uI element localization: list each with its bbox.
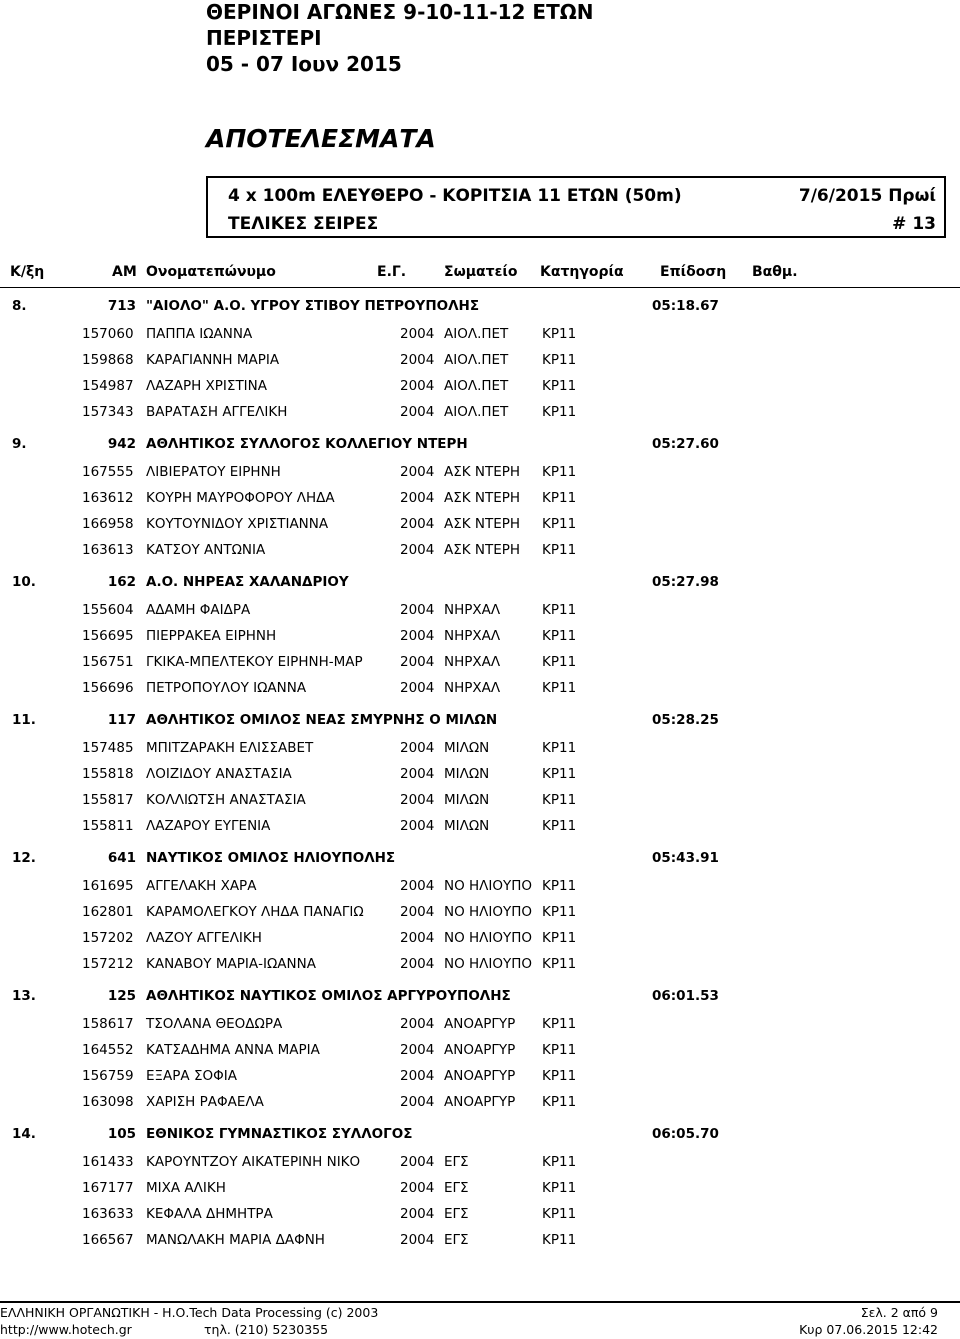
- athlete-category: ΚΡ11: [542, 680, 577, 696]
- team-time: 05:18.67: [652, 298, 719, 314]
- athlete-year: 2004: [400, 654, 435, 670]
- event-box: [206, 176, 946, 238]
- col-name: Ονοματεπώνυμο: [146, 264, 276, 280]
- team-time: 05:27.60: [652, 436, 719, 452]
- athlete-year: 2004: [400, 956, 435, 972]
- athlete-year: 2004: [400, 490, 435, 506]
- athlete-name: ΛΑΖΑΡΗ ΧΡΙΣΤΙΝΑ: [146, 378, 267, 394]
- athlete-name: ΛΟΙΖΙΔΟΥ ΑΝΑΣΤΑΣΙΑ: [146, 766, 292, 782]
- col-club: Σωματείο: [444, 264, 518, 280]
- footer-company: ΕΛΛΗΝΙΚΗ ΟΡΓΑΝΩΤΙΚΗ - Η.Ο.Tech Data Processing (c) 2003: [0, 1305, 379, 1320]
- event-date-session: 7/6/2015 Πρωί: [798, 186, 936, 206]
- athlete-club: ΑΝΟΑΡΓΥΡ: [444, 1094, 516, 1110]
- athlete-am: 155817: [82, 792, 134, 808]
- athlete-year: 2004: [400, 1094, 435, 1110]
- athlete-name: ΑΔΑΜΗ ΦΑΙΔΡΑ: [146, 602, 251, 618]
- col-am: ΑΜ: [112, 264, 137, 280]
- athlete-name: ΜΠΙΤΖΑΡΑΚΗ ΕΛΙΣΣΑΒΕΤ: [146, 740, 314, 756]
- athlete-year: 2004: [400, 904, 435, 920]
- athlete-year: 2004: [400, 766, 435, 782]
- col-rank: Κ/ξη: [10, 264, 45, 280]
- athlete-am: 158617: [82, 1016, 134, 1032]
- athlete-year: 2004: [400, 542, 435, 558]
- athlete-club: ΕΓΣ: [444, 1232, 469, 1248]
- athlete-name: ΚΟΥΤΟΥΝΙΔΟΥ ΧΡΙΣΤΙΑΝΝΑ: [146, 516, 329, 532]
- footer-page: Σελ. 2 από 9: [860, 1305, 938, 1320]
- team-time: 06:05.70: [652, 1126, 719, 1142]
- athlete-year: 2004: [400, 1068, 435, 1084]
- athlete-club: ΝΟ ΗΛΙΟΥΠΟ: [444, 930, 533, 946]
- athlete-am: 159868: [82, 352, 134, 368]
- athlete-category: ΚΡ11: [542, 740, 577, 756]
- athlete-club: ΑΙΟΛ.ΠΕΤ: [444, 326, 509, 342]
- team-name: ΑΘΛΗΤΙΚΟΣ ΟΜΙΛΟΣ ΝΕΑΣ ΣΜΥΡΝΗΣ Ο ΜΙΛΩΝ: [146, 712, 498, 728]
- col-category: Κατηγορία: [540, 264, 624, 280]
- team-rank: 11.: [12, 712, 36, 728]
- athlete-name: ΧΑΡΙΣΗ ΡΑΦΑΕΛΑ: [146, 1094, 264, 1110]
- athlete-club: ΑΝΟΑΡΓΥΡ: [444, 1042, 516, 1058]
- team-am: 162: [107, 574, 136, 590]
- athlete-year: 2004: [400, 740, 435, 756]
- athlete-club: ΝΟ ΗΛΙΟΥΠΟ: [444, 878, 533, 894]
- athlete-name: ΕΞΑΡΑ ΣΟΦΙΑ: [146, 1068, 237, 1084]
- athlete-category: ΚΡ11: [542, 628, 577, 644]
- footer-url[interactable]: http://www.hotech.gr: [0, 1322, 132, 1337]
- athlete-year: 2004: [400, 326, 435, 342]
- athlete-name: ΚΑΡΟΥΝΤΖΟΥ ΑΙΚΑΤΕΡΙΝΗ ΝΙΚΟ: [146, 1154, 361, 1170]
- athlete-category: ΚΡ11: [542, 1154, 577, 1170]
- athlete-category: ΚΡ11: [542, 654, 577, 670]
- athlete-year: 2004: [400, 378, 435, 394]
- athlete-category: ΚΡ11: [542, 1016, 577, 1032]
- athlete-club: ΝΟ ΗΛΙΟΥΠΟ: [444, 956, 533, 972]
- event-number: # 13: [892, 214, 936, 234]
- athlete-category: ΚΡ11: [542, 792, 577, 808]
- athlete-club: ΑΙΟΛ.ΠΕΤ: [444, 404, 509, 420]
- team-rank: 13.: [12, 988, 36, 1004]
- athlete-category: ΚΡ11: [542, 1206, 577, 1222]
- team-rank: 12.: [12, 850, 36, 866]
- athlete-year: 2004: [400, 818, 435, 834]
- athlete-category: ΚΡ11: [542, 1180, 577, 1196]
- athlete-year: 2004: [400, 602, 435, 618]
- athlete-am: 161433: [82, 1154, 134, 1170]
- athlete-category: ΚΡ11: [542, 930, 577, 946]
- athlete-club: ΝΟ ΗΛΙΟΥΠΟ: [444, 904, 533, 920]
- meet-title: ΘΕΡΙΝΟΙ ΑΓΩΝΕΣ 9-10-11-12 ΕΤΩΝ: [206, 0, 594, 24]
- athlete-category: ΚΡ11: [542, 464, 577, 480]
- athlete-name: ΠΑΠΠΑ ΙΩΑΝΝΑ: [146, 326, 253, 342]
- athlete-club: ΕΓΣ: [444, 1206, 469, 1222]
- event-round: ΤΕΛΙΚΕΣ ΣΕΙΡΕΣ: [228, 214, 379, 234]
- athlete-club: ΑΣΚ ΝΤΕΡΗ: [444, 464, 521, 480]
- athlete-category: ΚΡ11: [542, 1094, 577, 1110]
- team-rank: 8.: [12, 298, 27, 314]
- athlete-am: 155818: [82, 766, 134, 782]
- team-am: 713: [107, 298, 136, 314]
- athlete-club: ΜΙΛΩΝ: [444, 792, 490, 808]
- team-time: 05:28.25: [652, 712, 719, 728]
- team-time: 06:01.53: [652, 988, 719, 1004]
- col-year: Ε.Γ.: [377, 264, 407, 280]
- athlete-name: ΛΙΒΙΕΡΑΤΟΥ ΕΙΡΗΝΗ: [146, 464, 281, 480]
- footer-phone: τηλ. (210) 5230355: [204, 1322, 329, 1337]
- athlete-category: ΚΡ11: [542, 326, 577, 342]
- team-name: ΝΑΥΤΙΚΟΣ ΟΜΙΛΟΣ ΗΛΙΟΥΠΟΛΗΣ: [146, 850, 396, 866]
- athlete-club: ΕΓΣ: [444, 1154, 469, 1170]
- athlete-am: 161695: [82, 878, 134, 894]
- athlete-year: 2004: [400, 680, 435, 696]
- athlete-name: ΑΓΓΕΛΑΚΗ ΧΑΡΑ: [146, 878, 257, 894]
- meet-dates: 05 - 07 Ιουν 2015: [206, 52, 402, 76]
- athlete-am: 156695: [82, 628, 134, 644]
- athlete-category: ΚΡ11: [542, 766, 577, 782]
- event-name: 4 x 100m ΕΛΕΥΘΕΡΟ - ΚΟΡΙΤΣΙΑ 11 ΕΤΩΝ (50m): [228, 186, 682, 206]
- athlete-am: 162801: [82, 904, 134, 920]
- athlete-category: ΚΡ11: [542, 542, 577, 558]
- athlete-am: 163633: [82, 1206, 134, 1222]
- athlete-am: 155811: [82, 818, 134, 834]
- athlete-am: 164552: [82, 1042, 134, 1058]
- athlete-am: 155604: [82, 602, 134, 618]
- athlete-year: 2004: [400, 1206, 435, 1222]
- page-heading: ΑΠΟΤΕΛΕΣΜΑΤΑ: [206, 124, 436, 153]
- footer-divider: [0, 1301, 960, 1303]
- athlete-category: ΚΡ11: [542, 1042, 577, 1058]
- athlete-year: 2004: [400, 792, 435, 808]
- athlete-club: ΑΙΟΛ.ΠΕΤ: [444, 352, 509, 368]
- athlete-am: 166958: [82, 516, 134, 532]
- team-rank: 10.: [12, 574, 36, 590]
- athlete-category: ΚΡ11: [542, 516, 577, 532]
- athlete-name: ΛΑΖΟΥ ΑΓΓΕΛΙΚΗ: [146, 930, 262, 946]
- athlete-name: ΛΑΖΑΡΟΥ ΕΥΓΕΝΙΑ: [146, 818, 271, 834]
- col-performance: Επίδοση: [660, 264, 727, 280]
- athlete-am: 163098: [82, 1094, 134, 1110]
- athlete-am: 157343: [82, 404, 134, 420]
- athlete-club: ΑΝΟΑΡΓΥΡ: [444, 1016, 516, 1032]
- athlete-name: ΜΑΝΩΛΑΚΗ ΜΑΡΙΑ ΔΑΦΝΗ: [146, 1232, 325, 1248]
- team-name: ΑΘΛΗΤΙΚΟΣ ΝΑΥΤΙΚΟΣ ΟΜΙΛΟΣ ΑΡΓΥΡΟΥΠΟΛΗΣ: [146, 988, 511, 1004]
- team-am: 117: [107, 712, 136, 728]
- athlete-name: ΚΑΡΑΓΙΑΝΝΗ ΜΑΡΙΑ: [146, 352, 280, 368]
- athlete-category: ΚΡ11: [542, 602, 577, 618]
- athlete-am: 157485: [82, 740, 134, 756]
- athlete-club: ΝΗΡΧΑΛ: [444, 654, 501, 670]
- col-points: Βαθμ.: [752, 264, 798, 280]
- athlete-name: ΚΟΛΛΙΩΤΣΗ ΑΝΑΣΤΑΣΙΑ: [146, 792, 306, 808]
- athlete-category: ΚΡ11: [542, 490, 577, 506]
- athlete-category: ΚΡ11: [542, 352, 577, 368]
- athlete-am: 156696: [82, 680, 134, 696]
- team-time: 05:43.91: [652, 850, 719, 866]
- athlete-name: ΜΙΧΑ ΑΛΙΚΗ: [146, 1180, 226, 1196]
- athlete-name: ΠΙΕΡΡΑΚΕΑ ΕΙΡΗΝΗ: [146, 628, 277, 644]
- athlete-year: 2004: [400, 516, 435, 532]
- athlete-club: ΝΗΡΧΑΛ: [444, 628, 501, 644]
- athlete-year: 2004: [400, 1042, 435, 1058]
- athlete-am: 156751: [82, 654, 134, 670]
- athlete-category: ΚΡ11: [542, 1232, 577, 1248]
- athlete-club: ΑΙΟΛ.ΠΕΤ: [444, 378, 509, 394]
- athlete-club: ΝΗΡΧΑΛ: [444, 680, 501, 696]
- athlete-am: 163612: [82, 490, 134, 506]
- athlete-am: 163613: [82, 542, 134, 558]
- team-time: 05:27.98: [652, 574, 719, 590]
- athlete-category: ΚΡ11: [542, 878, 577, 894]
- athlete-club: ΜΙΛΩΝ: [444, 740, 490, 756]
- team-name: "ΑΙΟΛΟ" Α.Ο. ΥΓΡΟΥ ΣΤΙΒΟΥ ΠΕΤΡΟΥΠΟΛΗΣ: [146, 298, 480, 314]
- athlete-year: 2004: [400, 352, 435, 368]
- athlete-name: ΚΕΦΑΛΑ ΔΗΜΗΤΡΑ: [146, 1206, 273, 1222]
- athlete-name: ΠΕΤΡΟΠΟΥΛΟΥ ΙΩΑΝΝΑ: [146, 680, 307, 696]
- team-am: 641: [107, 850, 136, 866]
- team-rank: 14.: [12, 1126, 36, 1142]
- athlete-am: 154987: [82, 378, 134, 394]
- athlete-name: ΚΑΤΣΑΔΗΜΑ ΑΝΝΑ ΜΑΡΙΑ: [146, 1042, 320, 1058]
- team-name: Α.Ο. ΝΗΡΕΑΣ ΧΑΛΑΝΔΡΙΟΥ: [146, 574, 349, 590]
- team-name: ΑΘΛΗΤΙΚΟΣ ΣΥΛΛΟΓΟΣ ΚΟΛΛΕΓΙΟΥ ΝΤΕΡΗ: [146, 436, 468, 452]
- athlete-am: 166567: [82, 1232, 134, 1248]
- athlete-club: ΑΣΚ ΝΤΕΡΗ: [444, 516, 521, 532]
- athlete-club: ΑΣΚ ΝΤΕΡΗ: [444, 490, 521, 506]
- athlete-am: 156759: [82, 1068, 134, 1084]
- athlete-year: 2004: [400, 930, 435, 946]
- athlete-name: ΚΑΝΑΒΟΥ ΜΑΡΙΑ-ΙΩΑΝΝΑ: [146, 956, 316, 972]
- team-name: ΕΘΝΙΚΟΣ ΓΥΜΝΑΣΤΙΚΟΣ ΣΥΛΛΟΓΟΣ: [146, 1126, 413, 1142]
- team-am: 942: [107, 436, 136, 452]
- athlete-category: ΚΡ11: [542, 1068, 577, 1084]
- athlete-category: ΚΡ11: [542, 956, 577, 972]
- athlete-year: 2004: [400, 1180, 435, 1196]
- athlete-am: 157212: [82, 956, 134, 972]
- athlete-year: 2004: [400, 1232, 435, 1248]
- athlete-club: ΜΙΛΩΝ: [444, 818, 490, 834]
- athlete-year: 2004: [400, 628, 435, 644]
- athlete-category: ΚΡ11: [542, 818, 577, 834]
- athlete-year: 2004: [400, 464, 435, 480]
- header-divider: [0, 287, 960, 288]
- athlete-am: 167555: [82, 464, 134, 480]
- athlete-category: ΚΡ11: [542, 904, 577, 920]
- athlete-am: 167177: [82, 1180, 134, 1196]
- athlete-year: 2004: [400, 878, 435, 894]
- athlete-name: ΚΟΥΡΗ ΜΑΥΡΟΦΟΡΟΥ ΛΗΔΑ: [146, 490, 335, 506]
- athlete-am: 157060: [82, 326, 134, 342]
- athlete-year: 2004: [400, 404, 435, 420]
- athlete-club: ΑΝΟΑΡΓΥΡ: [444, 1068, 516, 1084]
- footer-printed: Κυρ 07.06.2015 12:42: [799, 1322, 938, 1337]
- athlete-club: ΜΙΛΩΝ: [444, 766, 490, 782]
- athlete-name: ΒΑΡΑΤΑΣΗ ΑΓΓΕΛΙΚΗ: [146, 404, 288, 420]
- athlete-name: ΓΚΙΚΑ-ΜΠΕΛΤΕΚΟΥ ΕΙΡΗΝΗ-ΜΑΡ: [146, 654, 363, 670]
- athlete-name: ΤΣΟΛΑΝΑ ΘΕΟΔΩΡΑ: [146, 1016, 283, 1032]
- athlete-name: ΚΑΤΣΟΥ ΑΝΤΩΝΙΑ: [146, 542, 266, 558]
- athlete-category: ΚΡ11: [542, 378, 577, 394]
- meet-venue: ΠΕΡΙΣΤΕΡΙ: [206, 26, 322, 50]
- athlete-year: 2004: [400, 1154, 435, 1170]
- athlete-name: ΚΑΡΑΜΟΛΕΓΚΟΥ ΛΗΔΑ ΠΑΝΑΓΙΩ: [146, 904, 364, 920]
- team-am: 125: [107, 988, 136, 1004]
- athlete-club: ΕΓΣ: [444, 1180, 469, 1196]
- athlete-am: 157202: [82, 930, 134, 946]
- team-rank: 9.: [12, 436, 27, 452]
- team-am: 105: [107, 1126, 136, 1142]
- athlete-category: ΚΡ11: [542, 404, 577, 420]
- athlete-year: 2004: [400, 1016, 435, 1032]
- athlete-club: ΝΗΡΧΑΛ: [444, 602, 501, 618]
- athlete-club: ΑΣΚ ΝΤΕΡΗ: [444, 542, 521, 558]
